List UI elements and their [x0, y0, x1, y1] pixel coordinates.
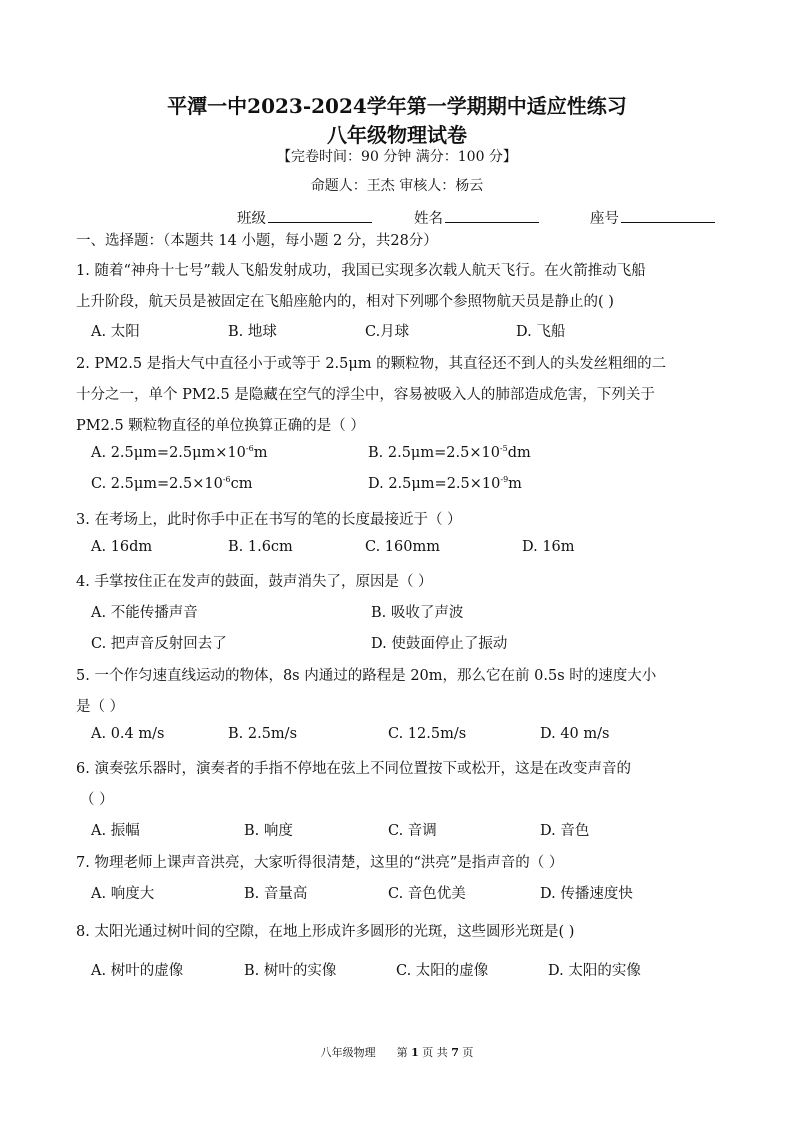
- seat-blank: [621, 208, 715, 223]
- page-prefix: 第: [396, 1046, 408, 1059]
- page-footer: [0, 1044, 794, 1060]
- option-a-exponent: -6: [245, 444, 254, 454]
- question-1-option-d: D. 飞船: [516, 324, 566, 340]
- class-label: 班级: [237, 211, 266, 227]
- option-b-unit: dm: [507, 445, 531, 461]
- class-blank: [268, 208, 372, 223]
- question-1-stem-line-1: 1. 随着“神舟十七号”载人飞船发射成功，我国已实现多次载人航天飞行。在火箭推动飞船: [76, 263, 646, 279]
- question-3-stem-line-1: 3. 在考场上，此时你手中正在书写的笔的长度最接近于（ ）: [76, 512, 462, 528]
- question-2-option-d: [368, 476, 522, 492]
- question-7-option-c: C. 音色优美: [388, 886, 466, 902]
- question-2-stem-line-1: 2. PM2.5 是指大气中直径小于或等于 2.5μm 的颗粒物，其直径还不到人的头发丝粗细的二: [76, 356, 667, 372]
- question-7-option-b: B. 音量高: [244, 886, 308, 902]
- exam-school-title: 平潭一中2023-2024学年第一学期期中适应性练习: [167, 94, 627, 118]
- option-a-unit: m: [253, 445, 268, 461]
- question-5-option-d: D. 40 m/s: [540, 726, 610, 742]
- question-3-option-d: D. 16m: [522, 539, 575, 555]
- question-5-option-c: C. 12.5m/s: [388, 726, 467, 742]
- question-4-option-a: A. 不能传播声音: [91, 605, 198, 621]
- question-2-stem-line-3: PM2.5 颗粒物直径的单位换算正确的是（ ）: [76, 418, 365, 434]
- question-4-option-b: B. 吸收了声波: [371, 605, 464, 621]
- question-2-option-c: [91, 476, 253, 492]
- question-4-option-d: D. 使鼓面停止了振动: [371, 636, 508, 652]
- option-d-unit: m: [508, 476, 522, 492]
- question-1-option-c: C.月球: [365, 324, 410, 340]
- question-7-option-a: A. 响度大: [91, 886, 155, 902]
- question-6-option-d: D. 音色: [540, 823, 590, 839]
- name-blank: [445, 208, 539, 223]
- question-6-option-b: B. 响度: [244, 823, 293, 839]
- class-field: [237, 207, 372, 228]
- footer-subject: 八年级物理: [320, 1046, 376, 1059]
- exam-time-score: 【完卷时间：90 分钟 满分：100 分】: [277, 149, 517, 165]
- option-a-base: A. 2.5μm=2.5μm×10: [91, 445, 246, 461]
- question-8-stem-line-1: 8. 太阳光通过树叶间的空隙，在地上形成许多圆形的光斑，这些圆形光斑是( ): [76, 924, 575, 940]
- section-heading: 一、选择题：（本题共 14 小题，每小题 2 分，共28分）: [76, 233, 438, 249]
- page-number: 1: [411, 1046, 419, 1059]
- question-8-option-a: A. 树叶的虚像: [91, 963, 184, 979]
- option-d-exponent: -9: [500, 475, 509, 485]
- name-label: 姓名: [414, 211, 443, 227]
- question-5-option-b: B. 2.5m/s: [228, 726, 298, 742]
- option-c-unit: cm: [230, 476, 253, 492]
- question-6-option-c: C. 音调: [388, 823, 437, 839]
- option-b-base: B. 2.5μm=2.5×10: [368, 445, 500, 461]
- question-7-option-d: D. 传播速度快: [540, 886, 633, 902]
- question-8-option-c: C. 太阳的虚像: [396, 963, 489, 979]
- question-2-stem-line-2: 十分之一，单个 PM2.5 是隐藏在空气的浮尘中，容易被吸入人的肺部造成危害，下列关于: [76, 387, 655, 403]
- option-b-exponent: -5: [499, 444, 508, 454]
- page-suffix: 页: [462, 1046, 474, 1059]
- option-c-base: C. 2.5μm=2.5×10: [91, 476, 223, 492]
- question-4-option-c: C. 把声音反射回去了: [91, 636, 227, 652]
- option-d-base: D. 2.5μm=2.5×10: [368, 476, 501, 492]
- seat-label: 座号: [590, 211, 619, 227]
- question-8-option-b: B. 树叶的实像: [244, 963, 337, 979]
- seat-field: [590, 207, 715, 228]
- question-1-option-a: A. 太阳: [91, 324, 140, 340]
- page-indicator: [397, 1046, 474, 1059]
- page-mid: 页 共: [422, 1046, 448, 1059]
- question-2-option-a: [91, 445, 267, 461]
- question-3-option-c: C. 160mm: [365, 539, 440, 555]
- question-6-option-a: A. 振幅: [91, 823, 140, 839]
- page-total: 7: [451, 1046, 459, 1059]
- question-3-option-b: B. 1.6cm: [228, 539, 293, 555]
- question-5-option-a: A. 0.4 m/s: [91, 726, 165, 742]
- question-8-option-d: D. 太阳的实像: [548, 963, 641, 979]
- question-6-stem-line-1: 6. 演奏弦乐器时，演奏者的手指不停地在弦上不同位置按下或松开，这是在改变声音的: [76, 761, 631, 777]
- option-c-exponent: -6: [222, 475, 231, 485]
- question-7-stem-line-1: 7. 物理老师上课声音洪亮，大家听得很清楚，这里的“洪亮”是指声音的（ ）: [76, 855, 564, 871]
- question-1-stem-line-2: 上升阶段，航天员是被固定在飞船座舱内的，相对下列哪个参照物航天员是静止的( ): [76, 294, 614, 310]
- question-2-option-b: [368, 445, 531, 461]
- exam-authors: 命题人：王杰 审核人：杨云: [310, 178, 484, 194]
- exam-subject-title: 八年级物理试卷: [327, 123, 467, 147]
- question-1-option-b: B. 地球: [228, 324, 277, 340]
- question-5-stem-line-2: 是（ ）: [76, 699, 125, 715]
- question-3-option-a: A. 16dm: [91, 539, 153, 555]
- question-4-stem-line-1: 4. 手掌按住正在发声的鼓面，鼓声消失了，原因是（ ）: [76, 574, 433, 590]
- question-5-stem-line-1: 5. 一个作匀速直线运动的物体，8s 内通过的路程是 20m，那么它在前 0.5s 时的速度大小: [76, 668, 657, 684]
- name-field: [414, 207, 539, 228]
- question-6-stem-line-2: （ ）: [80, 792, 114, 808]
